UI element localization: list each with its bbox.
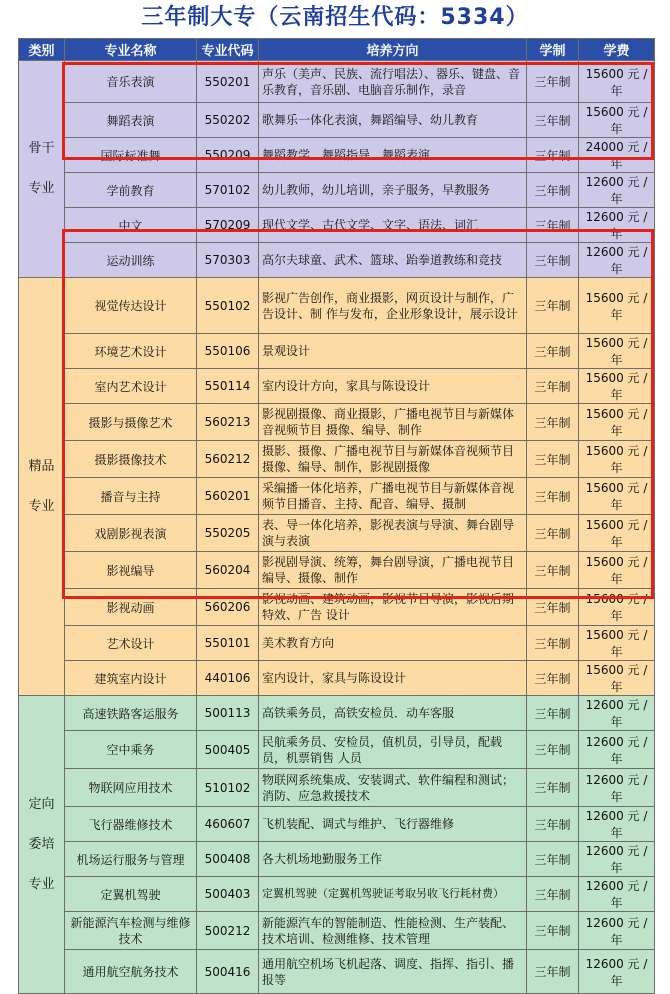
program-code: 460607 — [197, 807, 259, 842]
table-row — [19, 515, 655, 552]
program-direction: 通用航空机场飞机起落、调度、指挥、指引、播报等 — [259, 950, 527, 994]
program-code: 550102 — [197, 278, 259, 334]
header-category: 类别 — [19, 39, 65, 61]
program-direction: 声乐（美声、民族、流行唱法）、器乐、键盘、音乐教育，音乐剧、电脑音乐制作，录音 — [259, 61, 527, 103]
program-name: 视觉传达设计 — [65, 278, 197, 334]
table-row — [19, 626, 655, 661]
table-row — [19, 278, 655, 334]
category-label: 专业 — [28, 498, 55, 514]
table-row — [19, 369, 655, 404]
table-row — [19, 661, 655, 696]
program-code: 500405 — [197, 731, 259, 769]
program-name: 影视动画 — [65, 589, 197, 626]
program-fee: 15600 元 / 年 — [579, 369, 655, 404]
program-direction: 室内设计方向，家具与陈设设计 — [259, 369, 527, 404]
program-direction: 飞机装配、调式与维护、飞行器维修 — [259, 807, 527, 842]
program-direction: 各大机场地勤服务工作 — [259, 842, 527, 877]
category-label: 定向 — [28, 796, 55, 812]
program-direction: 室内设计，家具与陈设设计 — [259, 661, 527, 696]
program-name: 环境艺术设计 — [65, 334, 197, 369]
program-code: 570209 — [197, 208, 259, 243]
program-name: 定翼机驾驶 — [65, 877, 197, 912]
program-length: 三年制 — [527, 842, 579, 877]
program-direction: 舞蹈教学、舞蹈指导、舞蹈表演 — [259, 138, 527, 173]
table-row — [19, 138, 655, 173]
program-direction: 幼儿教师，幼儿培训，亲子服务，早教服务 — [259, 173, 527, 208]
program-code: 550106 — [197, 334, 259, 369]
program-length: 三年制 — [527, 208, 579, 243]
program-length: 三年制 — [527, 552, 579, 589]
program-length: 三年制 — [527, 950, 579, 994]
program-name: 音乐表演 — [65, 61, 197, 103]
program-fee: 12600 元 / 年 — [579, 877, 655, 912]
program-fee: 12600 元 / 年 — [579, 208, 655, 243]
program-fee: 15600 元 / 年 — [579, 478, 655, 515]
program-code: 570102 — [197, 173, 259, 208]
program-code: 570303 — [197, 243, 259, 278]
program-name: 国际标准舞 — [65, 138, 197, 173]
program-fee: 12600 元 / 年 — [579, 696, 655, 731]
header-fee: 学费 — [579, 39, 655, 61]
program-fee: 12600 元 / 年 — [579, 243, 655, 278]
program-length: 三年制 — [527, 278, 579, 334]
program-direction: 民航乘务员、安检员，值机员，引导员，配载员，机票销售 人员 — [259, 731, 527, 769]
category-label: 骨干 — [28, 141, 55, 156]
program-length: 三年制 — [527, 515, 579, 552]
program-length: 三年制 — [527, 243, 579, 278]
program-name: 摄影摄像技术 — [65, 441, 197, 478]
header-direction: 培养方向 — [259, 39, 527, 61]
program-fee: 15600 元 / 年 — [579, 626, 655, 661]
program-fee: 12600 元 / 年 — [579, 173, 655, 208]
table-row — [19, 769, 655, 807]
program-length: 三年制 — [527, 626, 579, 661]
program-direction: 采编播一体化培养，广播电视节目与新媒体音视频节目播音、主持、配音、编导、摄制 — [259, 478, 527, 515]
table-row — [19, 589, 655, 626]
program-length: 三年制 — [527, 138, 579, 173]
program-length: 三年制 — [527, 877, 579, 912]
table-row — [19, 877, 655, 912]
table-row — [19, 103, 655, 138]
program-code: 550209 — [197, 138, 259, 173]
program-name: 摄影与摄像艺术 — [65, 404, 197, 441]
program-direction: 美术教育方向 — [259, 626, 527, 661]
header-code: 专业代码 — [197, 39, 259, 61]
category-label: 委培 — [28, 836, 55, 852]
program-name: 室内艺术设计 — [65, 369, 197, 404]
program-name: 建筑室内设计 — [65, 661, 197, 696]
table-row — [19, 912, 655, 950]
table-header-row — [19, 39, 655, 61]
category-cell — [19, 61, 65, 278]
table-row — [19, 208, 655, 243]
program-fee: 15600 元 / 年 — [579, 552, 655, 589]
category-label: 专业 — [28, 876, 55, 892]
table-row — [19, 61, 655, 103]
program-length: 三年制 — [527, 61, 579, 103]
table-row — [19, 441, 655, 478]
program-length: 三年制 — [527, 404, 579, 441]
program-direction: 景观设计 — [259, 334, 527, 369]
program-direction: 新能源汽车的智能制造、性能检测、生产装配、技术培训、检测维修、技术管理 — [259, 912, 527, 950]
program-code: 440106 — [197, 661, 259, 696]
program-length: 三年制 — [527, 731, 579, 769]
program-name: 舞蹈表演 — [65, 103, 197, 138]
program-name: 物联网应用技术 — [65, 769, 197, 807]
program-direction: 高铁乘务员，高铁安检员．动车客服 — [259, 696, 527, 731]
category-label: 专业 — [28, 181, 55, 196]
category-label: 精品 — [28, 458, 55, 474]
program-code: 550201 — [197, 61, 259, 103]
program-fee: 12600 元 / 年 — [579, 912, 655, 950]
program-length: 三年制 — [527, 369, 579, 404]
program-direction: 歌舞乐一体化表演，舞蹈编导、幼儿教育 — [259, 103, 527, 138]
program-length: 三年制 — [527, 441, 579, 478]
program-name: 空中乘务 — [65, 731, 197, 769]
program-table — [18, 38, 655, 994]
program-length: 三年制 — [527, 589, 579, 626]
table-row — [19, 950, 655, 994]
program-fee: 15600 元 / 年 — [579, 334, 655, 369]
program-fee: 15600 元 / 年 — [579, 404, 655, 441]
table-row — [19, 478, 655, 515]
program-direction: 物联网系统集成、安装调式、软件编程和测试；消防、应急救援技术 — [259, 769, 527, 807]
table-row — [19, 173, 655, 208]
program-direction: 现代文学、古代文学、文字、语法、词汇 — [259, 208, 527, 243]
program-code: 560201 — [197, 478, 259, 515]
program-name: 运动训练 — [65, 243, 197, 278]
program-length: 三年制 — [527, 661, 579, 696]
program-name: 戏剧影视表演 — [65, 515, 197, 552]
program-direction: 影视动画、建筑动画，影视节目导演，影视后期特效、广告 设计 — [259, 589, 527, 626]
program-code: 560212 — [197, 441, 259, 478]
program-fee: 15600 元 / 年 — [579, 515, 655, 552]
table-row — [19, 731, 655, 769]
program-fee: 15600 元 / 年 — [579, 103, 655, 138]
program-length: 三年制 — [527, 478, 579, 515]
program-name: 通用航空航务技术 — [65, 950, 197, 994]
program-length: 三年制 — [527, 696, 579, 731]
program-length: 三年制 — [527, 334, 579, 369]
program-code: 500408 — [197, 842, 259, 877]
table-row — [19, 696, 655, 731]
category-cell — [19, 278, 65, 696]
program-fee: 12600 元 / 年 — [579, 950, 655, 994]
program-code: 500113 — [197, 696, 259, 731]
program-direction: 定翼机驾驶（定翼机驾驶证考取另收飞行耗材费） — [259, 877, 527, 912]
program-name: 高速铁路客运服务 — [65, 696, 197, 731]
program-fee: 12600 元 / 年 — [579, 731, 655, 769]
program-direction: 高尔夫球童、武术、篮球、跆拳道教练和竞技 — [259, 243, 527, 278]
program-name: 影视编导 — [65, 552, 197, 589]
program-length: 三年制 — [527, 912, 579, 950]
header-name: 专业名称 — [65, 39, 197, 61]
program-fee: 12600 元 / 年 — [579, 842, 655, 877]
table-row — [19, 807, 655, 842]
program-length: 三年制 — [527, 103, 579, 138]
program-name: 新能源汽车检测与维修技术 — [65, 912, 197, 950]
table-row — [19, 243, 655, 278]
program-fee: 15600 元 / 年 — [579, 61, 655, 103]
program-direction: 影视广告创作，商业摄影，网页设计与制作，广告设计、制 作与发布，企业形象设计，展示设计 — [259, 278, 527, 334]
program-length: 三年制 — [527, 173, 579, 208]
table-row — [19, 842, 655, 877]
program-code: 550202 — [197, 103, 259, 138]
program-code: 550114 — [197, 369, 259, 404]
program-name: 机场运行服务与管理 — [65, 842, 197, 877]
program-code: 550101 — [197, 626, 259, 661]
program-fee: 12600 元 / 年 — [579, 769, 655, 807]
program-code: 500416 — [197, 950, 259, 994]
program-fee: 12600 元 / 年 — [579, 807, 655, 842]
program-name: 艺术设计 — [65, 626, 197, 661]
program-direction: 表、导一体化培养，影视表演与导演、舞台剧导演与表演 — [259, 515, 527, 552]
program-fee: 15600 元 / 年 — [579, 661, 655, 696]
program-code: 560206 — [197, 589, 259, 626]
program-direction: 影视剧摄像、商业摄影，广播电视节目与新媒体音视频节目 摄像、编导、制作 — [259, 404, 527, 441]
program-name: 中文 — [65, 208, 197, 243]
program-fee: 24000 元 / 年 — [579, 138, 655, 173]
program-name: 飞行器维修技术 — [65, 807, 197, 842]
program-code: 500403 — [197, 877, 259, 912]
page-title: 三年制大专（云南招生代码：5334） — [141, 5, 529, 30]
program-fee: 15600 元 / 年 — [579, 589, 655, 626]
program-fee: 15600 元 / 年 — [579, 441, 655, 478]
table-row — [19, 334, 655, 369]
program-code: 510102 — [197, 769, 259, 807]
table-row — [19, 404, 655, 441]
program-code: 550205 — [197, 515, 259, 552]
program-code: 560213 — [197, 404, 259, 441]
program-direction: 影视剧导演、统筹，舞台剧导演，广播电视节目编导、摄像、制作 — [259, 552, 527, 589]
program-code: 560204 — [197, 552, 259, 589]
program-direction: 摄影、摄像、广播电视节目与新媒体音视频节目摄像、编导、制作，影视剧摄像 — [259, 441, 527, 478]
program-fee: 15600 元 / 年 — [579, 278, 655, 334]
program-length: 三年制 — [527, 807, 579, 842]
program-name: 学前教育 — [65, 173, 197, 208]
header-length: 学制 — [527, 39, 579, 61]
program-name: 播音与主持 — [65, 478, 197, 515]
program-code: 500212 — [197, 912, 259, 950]
table-row — [19, 552, 655, 589]
program-length: 三年制 — [527, 769, 579, 807]
category-cell — [19, 696, 65, 994]
